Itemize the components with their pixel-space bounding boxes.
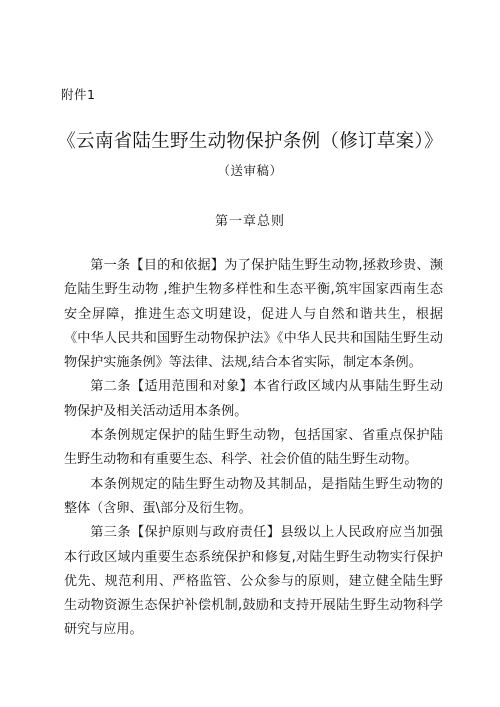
paragraph-article-2 — [64, 375, 443, 424]
article-text: 本条例规定的陆生野生动物及其制品，是指陆生野生动物的整体（含卵、蛋\部分及衍生物。 — [64, 476, 443, 516]
article-text: 为了保护陆生野生动物,拯救珍贵、濒危陆生野生动物 ,维护生物多样性和生态平衡,筑牢国家西南生态安全屏障，推进生态文明建设，促进人与自然和谐共生，根据《中华人民共和国野生动物保护法》《中华人民共和国陆生野生动物保护实施条例》等法律、法规,结合本省实际，制定本条例。 — [64, 258, 444, 371]
article-heading: 【适用范围和对象】 — [130, 379, 254, 395]
paragraph-article-2-clause-2 — [64, 424, 443, 473]
article-text: 本省行政区域内从事陆生野生动物保护及相关活动适用本条例。 — [64, 379, 444, 419]
paragraph-article-1 — [64, 254, 443, 375]
document-subtitle: （送审稿） — [217, 163, 283, 178]
article-number: 第一条 — [90, 258, 131, 273]
article-text: 县级以上人民政府应当加强本行政区域内重要生态系统保护和修复,对陆生野生动物实行保护优先、规范利用、严格监管、公众参与的原则，建立健全陆生野生动物资源生态保护补偿机制,鼓励和支持开展陆生野生动物科学研究与应用。 — [64, 525, 444, 638]
document-title: 《云南省陆生野生动物保护条例（修订草案）》 — [57, 131, 443, 152]
chapter-title: 第一章总则 — [214, 214, 285, 229]
article-heading: 【目的和依据】 — [130, 258, 225, 273]
article-text: 本条例规定保护的陆生野生动物，包括国家、省重点保护陆生野生动物和有重要生态、科学、社会价值的陆生野生动物。 — [64, 428, 443, 468]
paragraph-article-2-clause-3 — [64, 473, 443, 522]
article-number: 第二条 — [90, 379, 131, 395]
document-body — [64, 254, 443, 643]
paragraph-article-3 — [64, 521, 443, 642]
article-number: 第三条 — [90, 525, 131, 541]
attachment-label: 附件1 — [61, 87, 96, 102]
article-heading: 【保护原则与政府责任】 — [130, 525, 281, 541]
